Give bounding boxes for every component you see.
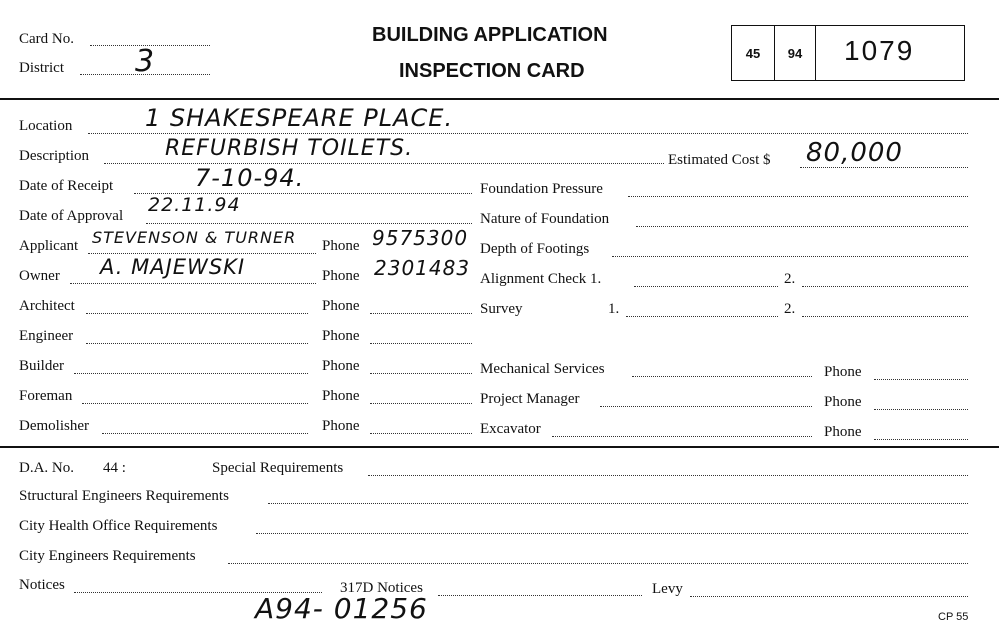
owner-field[interactable] — [70, 283, 316, 284]
project-manager-field[interactable] — [600, 406, 812, 407]
excavator-phone-field[interactable] — [874, 439, 968, 440]
levy-field[interactable] — [690, 596, 968, 597]
location-value: 1 SHAKESPEARE PLACE. — [145, 104, 454, 132]
description-field[interactable] — [104, 163, 664, 164]
architect-phone-label: Phone — [322, 298, 360, 314]
alignment-check-2-field[interactable] — [802, 286, 968, 287]
mechanical-services-label: Mechanical Services — [480, 361, 605, 377]
da-no-label: D.A. No. — [19, 460, 74, 476]
date-of-receipt-label: Date of Receipt — [19, 178, 114, 194]
alignment-check-label: Alignment Check 1. — [480, 271, 602, 287]
structural-engineers-label: Structural Engineers Requirements — [19, 488, 229, 504]
handwritten-reference: A94- 01256 — [255, 592, 428, 625]
survey-2-label: 2. — [784, 301, 796, 317]
district-label: District — [19, 60, 64, 76]
nature-of-foundation-field[interactable] — [636, 226, 968, 227]
owner-phone-label: Phone — [322, 268, 360, 284]
builder-field[interactable] — [74, 373, 308, 374]
alignment-check-2-label: 2. — [784, 271, 796, 287]
demolisher-field[interactable] — [102, 433, 308, 434]
architect-label: Architect — [19, 298, 75, 314]
demolisher-label: Demolisher — [19, 418, 89, 434]
date-of-approval-value: 22.11.94 — [148, 194, 241, 216]
form-code: CP 55 — [938, 611, 969, 623]
mechanical-services-field[interactable] — [632, 376, 812, 377]
card-no-label: Card No. — [19, 31, 74, 47]
project-manager-phone-label: Phone — [824, 394, 862, 410]
architect-field[interactable] — [86, 313, 308, 314]
survey-2-field[interactable] — [802, 316, 968, 317]
demolisher-phone-field[interactable] — [370, 433, 472, 434]
engineer-label: Engineer — [19, 328, 74, 344]
applicant-phone-label: Phone — [322, 238, 360, 254]
foundation-pressure-label: Foundation Pressure — [480, 181, 603, 197]
project-manager-label: Project Manager — [480, 391, 580, 407]
demolisher-phone-label: Phone — [322, 418, 360, 434]
applicant-field[interactable] — [88, 253, 316, 254]
mechanical-services-phone-label: Phone — [824, 364, 862, 380]
applicant-label: Applicant — [19, 238, 79, 254]
location-label: Location — [19, 118, 73, 134]
survey-1-field[interactable] — [626, 316, 778, 317]
foreman-phone-field[interactable] — [370, 403, 472, 404]
excavator-phone-label: Phone — [824, 424, 862, 440]
engineer-phone-label: Phone — [322, 328, 360, 344]
levy-label: Levy — [652, 581, 683, 597]
foundation-pressure-field[interactable] — [628, 196, 968, 197]
date-of-receipt-value: 7-10-94. — [195, 164, 305, 192]
body-divider — [0, 446, 999, 448]
owner-phone-value: 2301483 — [374, 256, 471, 280]
applicant-value: STEVENSON & TURNER — [92, 228, 297, 247]
notices-label: Notices — [19, 577, 65, 593]
foreman-label: Foreman — [19, 388, 73, 404]
depth-of-footings-label: Depth of Footings — [480, 241, 590, 257]
city-health-office-field[interactable] — [256, 533, 968, 534]
notices-317d-label: 317D Notices — [340, 580, 423, 596]
engineer-field[interactable] — [86, 343, 308, 344]
applicant-phone-value: 9575300 — [372, 226, 469, 250]
reference-number: 1079 — [844, 35, 915, 66]
excavator-field[interactable] — [552, 436, 812, 437]
city-engineers-field[interactable] — [228, 563, 968, 564]
alignment-check-1-field[interactable] — [634, 286, 778, 287]
district-value: 3 — [135, 44, 156, 79]
title-line2: INSPECTION CARD — [399, 60, 585, 82]
location-field[interactable] — [88, 133, 968, 134]
header-divider — [0, 98, 999, 100]
depth-of-footings-field[interactable] — [612, 256, 968, 257]
special-requirements-field[interactable] — [368, 475, 968, 476]
reference-box-cell-1: 45 — [732, 26, 775, 80]
foreman-field[interactable] — [82, 403, 308, 404]
date-of-approval-label: Date of Approval — [19, 208, 124, 224]
description-label: Description — [19, 148, 89, 164]
reference-box — [731, 25, 965, 81]
city-engineers-label: City Engineers Requirements — [19, 548, 196, 564]
title-line1: BUILDING APPLICATION — [372, 24, 608, 46]
engineer-phone-field[interactable] — [370, 343, 472, 344]
special-requirements-label: Special Requirements — [212, 460, 344, 476]
architect-phone-field[interactable] — [370, 313, 472, 314]
nature-of-foundation-label: Nature of Foundation — [480, 211, 610, 227]
notices-317d-field[interactable] — [438, 595, 642, 596]
da-no-value: 44 : — [103, 460, 126, 476]
builder-phone-field[interactable] — [370, 373, 472, 374]
structural-engineers-field[interactable] — [268, 503, 968, 504]
date-of-approval-field[interactable] — [146, 223, 472, 224]
builder-label: Builder — [19, 358, 64, 374]
reference-box-cell-2: 94 — [775, 26, 816, 80]
survey-label: Survey — [480, 301, 523, 317]
foreman-phone-label: Phone — [322, 388, 360, 404]
builder-phone-label: Phone — [322, 358, 360, 374]
mechanical-services-phone-field[interactable] — [874, 379, 968, 380]
owner-label: Owner — [19, 268, 60, 284]
estimated-cost-label: Estimated Cost $ — [668, 152, 771, 168]
city-health-office-label: City Health Office Requirements — [19, 518, 218, 534]
owner-value: A. MAJEWSKI — [100, 255, 246, 279]
survey-1-label: 1. — [608, 301, 620, 317]
description-value: REFURBISH TOILETS. — [165, 136, 414, 161]
project-manager-phone-field[interactable] — [874, 409, 968, 410]
excavator-label: Excavator — [480, 421, 541, 437]
estimated-cost-value: 80,000 — [806, 138, 903, 168]
